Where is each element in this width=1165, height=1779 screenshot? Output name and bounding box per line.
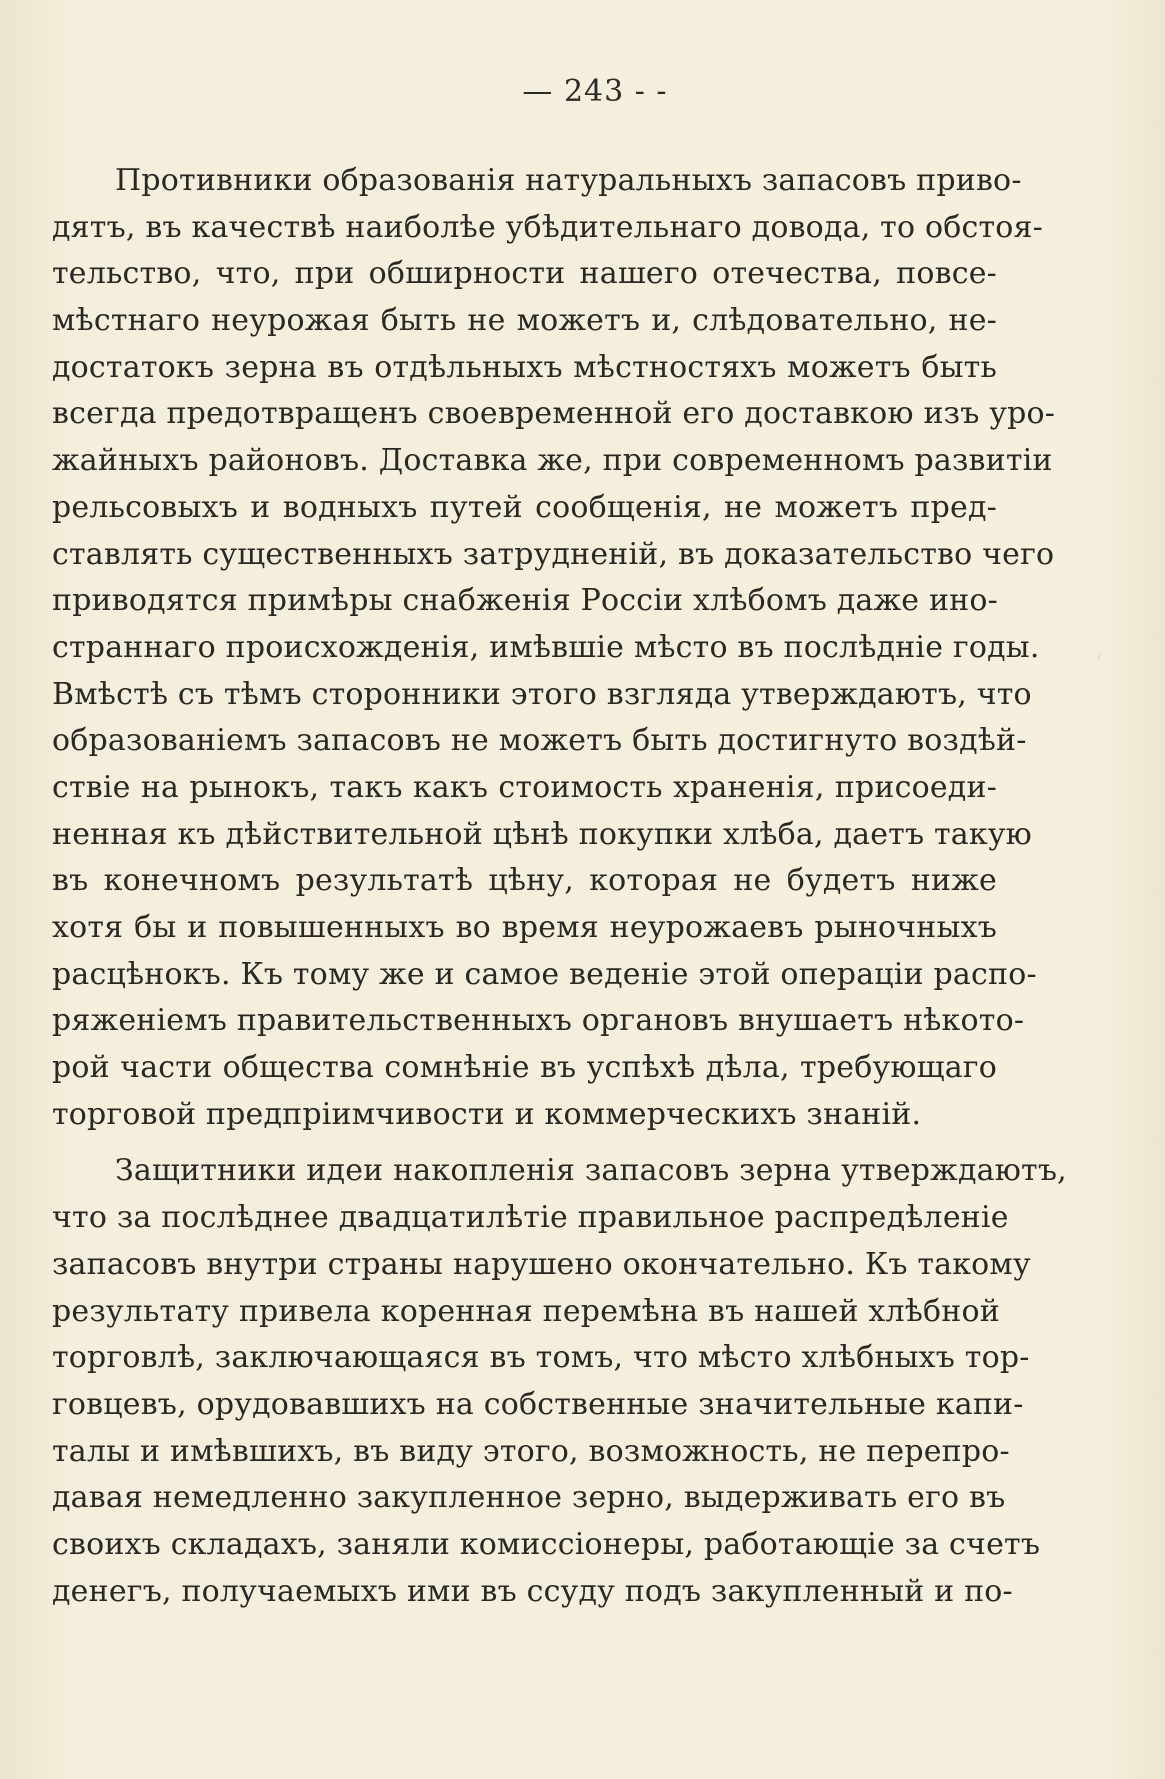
- text-line: достатокъ зерна въ отдѣльныхъ мѣстностяхъ можетъ быть: [52, 349, 997, 385]
- text-line: торговой предпріимчивости и коммерческихъ знаній.: [52, 1096, 922, 1132]
- text-line: тельство, что, при обширности нашего отечества, повсе-: [52, 256, 997, 292]
- text-line: всегда предотвращенъ своевременной его доставкою изъ уро-: [52, 396, 1056, 432]
- text-line: хотя бы и повышенныхъ во время неурожаевъ рыночныхъ: [52, 910, 997, 945]
- text-line: ставлять существенныхъ затрудненій, въ доказательство чего: [52, 536, 1055, 572]
- paragraph-spacer: [52, 1138, 997, 1148]
- show-through-mark: ʹ: [1095, 650, 1104, 685]
- text-line: говцевъ, орудовавшихъ на собственные значительные капи-: [52, 1386, 1024, 1422]
- text-line: ряженіемъ правительственныхъ органовъ внушаетъ нѣкото-: [52, 1003, 1025, 1039]
- text-line: расцѣнокъ. Къ тому же и самое веденіе этой операціи распо-: [52, 956, 1037, 992]
- text-line: приводятся примѣры снабженія Россіи хлѣбомъ даже ино-: [52, 583, 998, 619]
- paragraph: [52, 158, 1056, 1138]
- text-line: жайныхъ районовъ. Доставка же, при современномъ развитіи: [52, 443, 1053, 479]
- text-line: ненная къ дѣйствительной цѣнѣ покупки хлѣба, даетъ такую: [52, 816, 1032, 852]
- text-line: образованіемъ запасовъ не можетъ быть достигнуто воздѣй-: [52, 723, 1027, 759]
- text-line: своихъ складахъ, заняли комиссіонеры, работающіе за счетъ: [52, 1526, 1041, 1562]
- text-line: Защитники идеи накопленія запасовъ зерна утверждаютъ,: [115, 1153, 1067, 1189]
- text-line: давая немедленно закупленное зерно, выдерживать его въ: [52, 1480, 1006, 1516]
- text-line: рельсовыхъ и водныхъ путей сообщенія, не можетъ пред-: [52, 489, 997, 525]
- text-line: талы и имѣвшихъ, въ виду этого, возможность, не перепро-: [52, 1433, 1010, 1469]
- text-line: дятъ, въ качествѣ наиболѣе убѣдительнаго довода, то обстоя-: [52, 209, 1044, 245]
- text-line: въ конечномъ результатѣ цѣну, которая не будетъ ниже: [52, 863, 997, 899]
- text-body: [52, 158, 1067, 1615]
- text-line: мѣстнаго неурожая быть не можетъ и, слѣдовательно, не-: [52, 303, 997, 339]
- text-line: торговлѣ, заключающаяся въ томъ, что мѣсто хлѣбныхъ тор-: [52, 1340, 1030, 1376]
- text-line: запасовъ внутри страны нарушено окончательно. Къ такому: [52, 1246, 1031, 1282]
- text-line: Вмѣстѣ съ тѣмъ сторонники этого взгляда утверждаютъ, что: [52, 676, 1032, 712]
- text-line: ствіе на рынокъ, такъ какъ стоимость храненія, присоеди-: [52, 769, 997, 805]
- text-line: что за послѣднее двадцатилѣтіе правильное распредѣленіе: [52, 1200, 1009, 1236]
- paragraph: [52, 1148, 1067, 1615]
- text-line: рой части общества сомнѣніе въ успѣхѣ дѣла, требующаго: [52, 1050, 997, 1086]
- text-line: результату привела коренная перемѣна въ нашей хлѣбной: [52, 1293, 1000, 1329]
- text-line: страннаго происхожденія, имѣвшіе мѣсто въ послѣдніе годы.: [52, 629, 1040, 665]
- page-number: — 243 - -: [522, 74, 668, 109]
- text-line: денегъ, получаемыхъ ими въ ссуду подъ закупленный и по-: [52, 1573, 1013, 1609]
- text-line: Противники образованія натуральныхъ запасовъ приво-: [115, 163, 1022, 198]
